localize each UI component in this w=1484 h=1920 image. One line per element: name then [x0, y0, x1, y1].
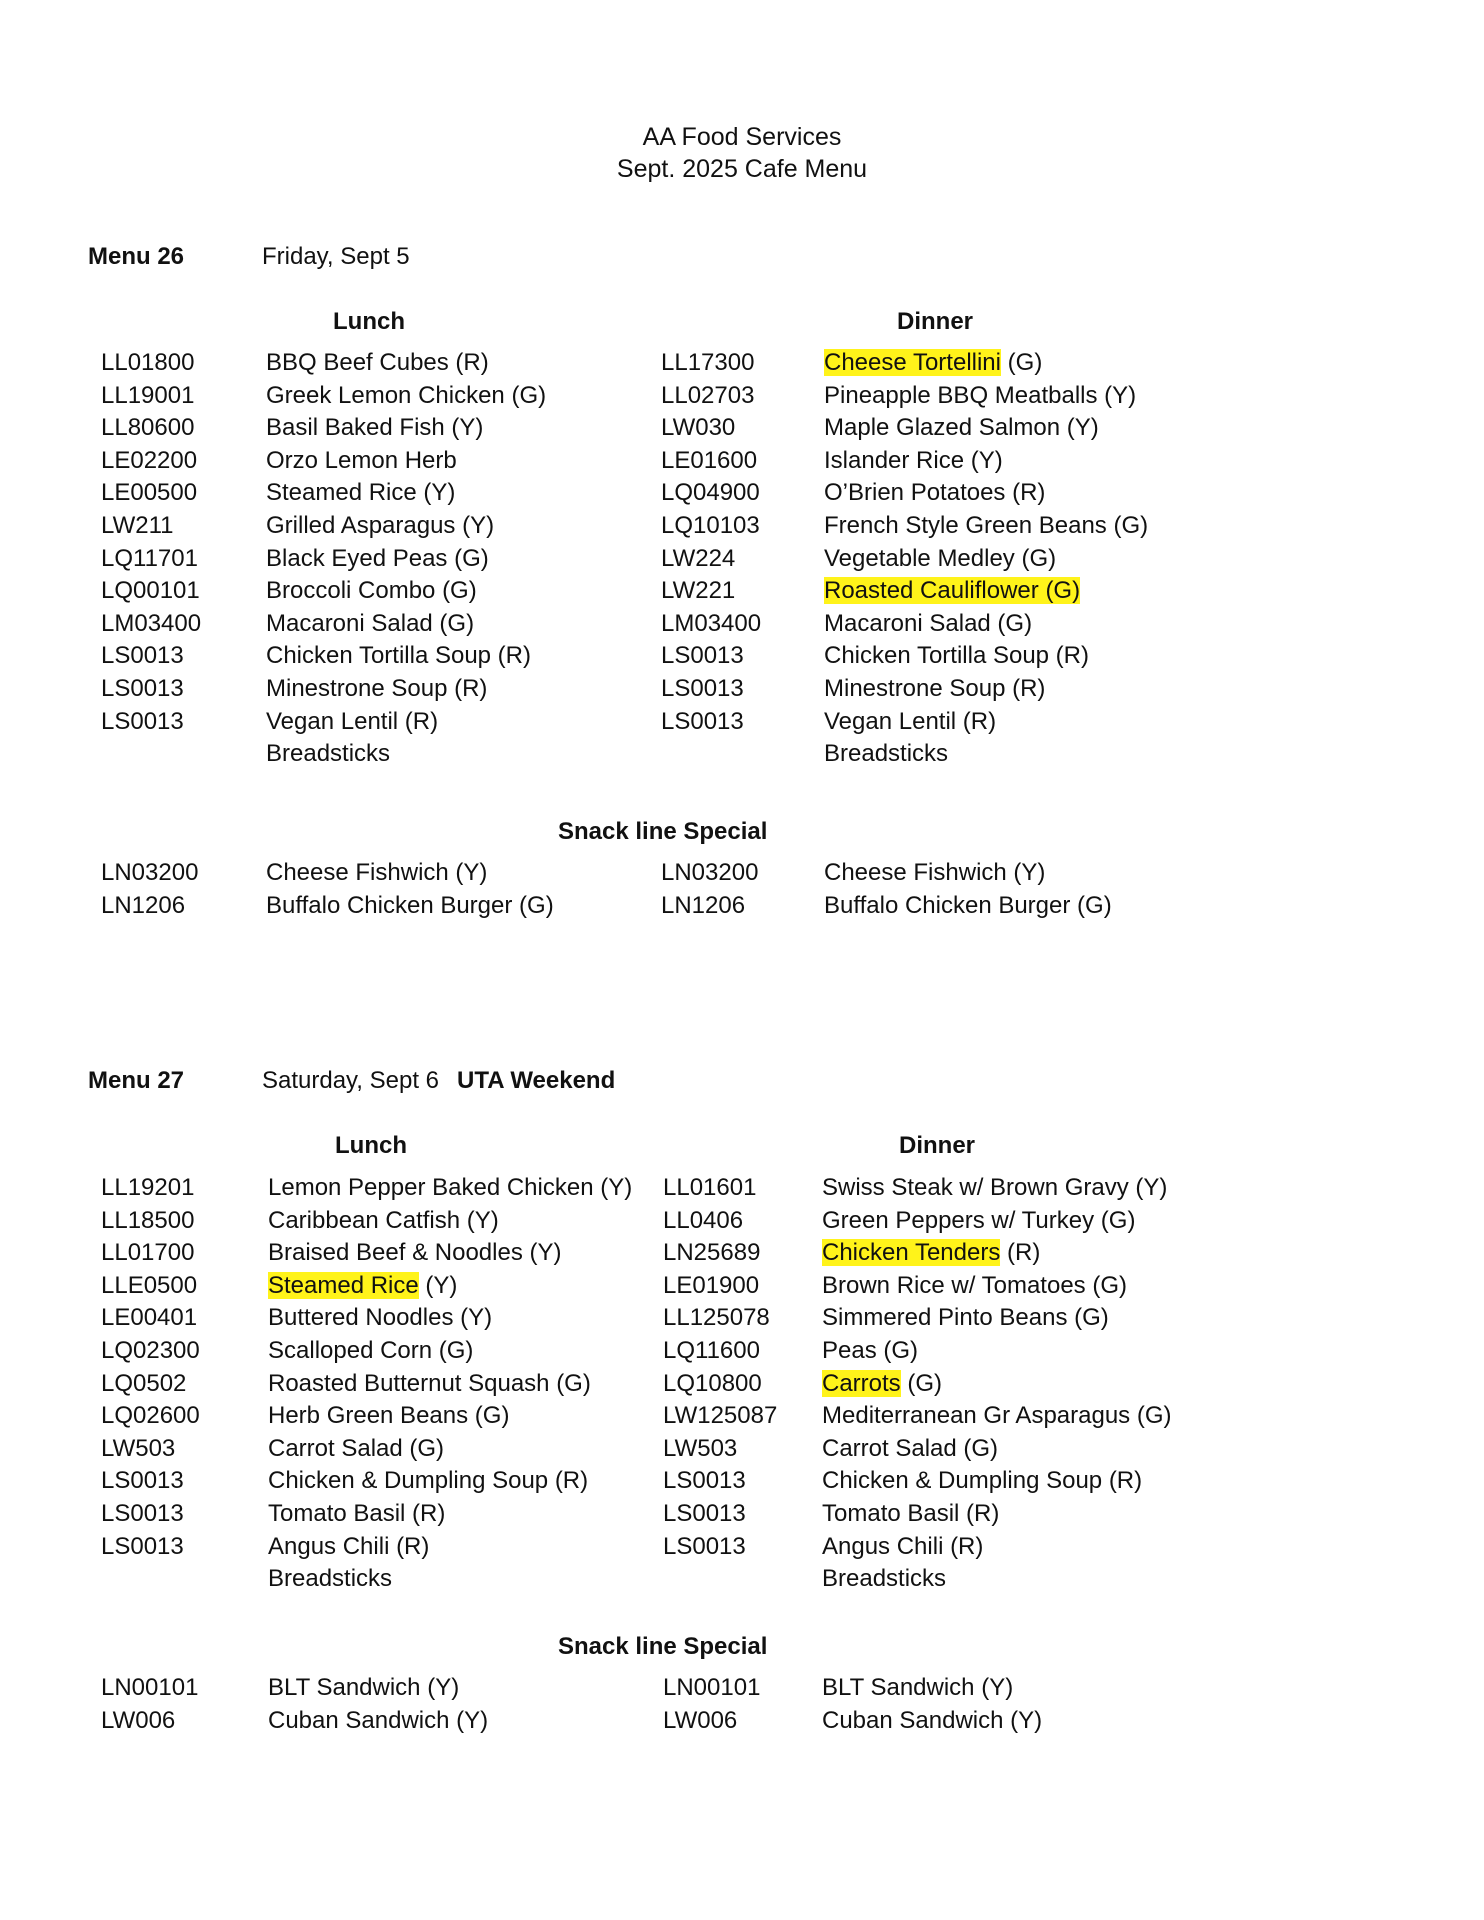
item-dish: [822, 1271, 1127, 1301]
item-dish: [268, 1466, 588, 1496]
dish-text: Tomato Basil (R): [268, 1500, 446, 1527]
item-code: LE02200: [101, 446, 198, 474]
menu-note: UTA Weekend: [457, 1067, 616, 1094]
item-code: LW503: [101, 1434, 176, 1462]
dish-text: Vegan Lentil (R): [824, 707, 997, 735]
item-dish: [822, 1336, 918, 1366]
item-dish: Vegan Lentil (R): [266, 707, 439, 735]
menu-label: Menu 27: [88, 1067, 185, 1094]
item-code: LQ0502: [101, 1369, 187, 1397]
item-code: LQ10103: [661, 512, 760, 539]
item-dish: [268, 1206, 499, 1236]
item-code: LN00101: [663, 1674, 761, 1701]
dish-text: Braised Beef & Noodles (Y): [268, 1239, 562, 1267]
item-dish: [824, 511, 1148, 541]
item-dish: [268, 1499, 445, 1529]
item-code: LW006: [663, 1706, 738, 1734]
item-code: LQ11600: [663, 1337, 760, 1364]
dish-text: Chicken & Dumpling Soup (R): [822, 1467, 1143, 1495]
item-dish: Cheese Fishwich (Y): [266, 859, 488, 886]
item-dish: Basil Baked Fish (Y): [266, 414, 484, 442]
item-dish: [824, 381, 1136, 411]
dish-text: Lemon Pepper Baked Chicken (Y): [268, 1174, 633, 1201]
item-dish: [822, 1206, 1135, 1236]
item-dish: [824, 641, 1089, 671]
dish-text: Breadsticks: [824, 740, 949, 768]
item-code: LL01800: [101, 349, 195, 376]
dish-text: Chicken Tortilla Soup (R): [824, 642, 1089, 670]
dish-text: Mediterranean Gr Asparagus (G): [822, 1402, 1172, 1430]
item-code: LN1206: [661, 891, 746, 919]
item-dish: [822, 1499, 999, 1529]
item-dish: [822, 1369, 942, 1399]
item-dish: [824, 576, 1080, 606]
item-code: LW221: [661, 577, 736, 605]
dish-text: Green Peppers w/ Turkey (G): [822, 1206, 1136, 1234]
snack-heading: Snack line Special: [558, 1633, 768, 1660]
dish-text: Macaroni Salad (G): [824, 609, 1033, 637]
item-dish: [824, 446, 1003, 476]
item-dish: [268, 1336, 473, 1366]
highlighted-dish: Roasted Cauliflower (G): [824, 577, 1081, 605]
org-name: AA Food Services: [642, 123, 842, 151]
item-code: LW006: [101, 1706, 176, 1734]
menu-subtitle: Sept. 2025 Cafe Menu: [616, 155, 868, 183]
menu-label: Menu 26: [88, 243, 185, 270]
item-code: LM03400: [661, 609, 762, 637]
item-dish: Orzo Lemon Herb: [266, 446, 457, 474]
item-dish: [268, 1173, 632, 1203]
highlighted-dish: Carrots: [822, 1369, 901, 1397]
item-dish: Black Eyed Peas (G): [266, 544, 489, 572]
item-code: LS0013: [101, 707, 184, 735]
dish-text: Peas (G): [822, 1337, 919, 1364]
item-code: LS0013: [661, 675, 744, 702]
dish-text: Breadsticks: [268, 1565, 393, 1593]
dish-text: Simmered Pinto Beans (G): [822, 1304, 1109, 1332]
dish-text: Swiss Steak w/ Brown Gravy (Y): [822, 1174, 1168, 1201]
item-code: LE00401: [101, 1304, 198, 1332]
item-dish: Macaroni Salad (G): [266, 609, 475, 637]
item-code: LS0013: [101, 675, 184, 702]
item-dish: [824, 707, 996, 737]
dinner-heading: Dinner: [897, 308, 974, 335]
snack-heading: Snack line Special: [558, 818, 768, 845]
item-code: LS0013: [661, 642, 744, 670]
item-code: LQ02300: [101, 1337, 200, 1364]
dish-text: (G): [900, 1369, 943, 1397]
lunch-heading: Lunch: [333, 308, 405, 335]
dish-text: Roasted Butternut Squash (G): [268, 1369, 591, 1397]
item-dish: [822, 1532, 983, 1562]
item-dish: [268, 1369, 591, 1399]
dish-text: Breadsticks: [822, 1565, 947, 1593]
item-dish: [822, 1466, 1142, 1496]
item-code: LW224: [661, 544, 736, 572]
dish-text: Minestrone Soup (R): [824, 675, 1046, 702]
item-code: LQ11701: [101, 544, 198, 572]
item-dish: Grilled Asparagus (Y): [266, 512, 495, 539]
item-code: LW030: [661, 414, 736, 442]
item-code: LL18500: [101, 1206, 195, 1234]
item-code: LW503: [663, 1434, 738, 1462]
item-dish: [822, 1564, 946, 1594]
item-dish: [824, 413, 1099, 443]
item-dish: [824, 478, 1045, 508]
item-code: LL125078: [663, 1304, 770, 1332]
item-dish: Broccoli Combo (G): [266, 577, 477, 605]
item-code: LL0406: [663, 1206, 744, 1234]
item-dish: BLT Sandwich (Y): [268, 1674, 460, 1701]
item-code: LS0013: [663, 1500, 746, 1527]
dish-text: Carrot Salad (G): [268, 1434, 445, 1462]
item-dish: [268, 1401, 509, 1431]
item-dish: [268, 1434, 444, 1464]
item-code: LN1206: [101, 891, 186, 919]
item-dish: [824, 674, 1045, 704]
dish-text: Herb Green Beans (G): [268, 1402, 510, 1430]
dish-text: Carrot Salad (G): [822, 1434, 999, 1462]
item-code: LQ04900: [661, 479, 760, 507]
item-code: LW211: [101, 512, 174, 539]
item-code: LE01600: [661, 446, 758, 474]
item-dish: [824, 739, 948, 769]
dish-text: Scalloped Corn (G): [268, 1337, 474, 1364]
item-dish: [822, 1173, 1167, 1203]
item-dish: [268, 1271, 457, 1301]
item-code: LS0013: [663, 1467, 746, 1495]
item-dish: BLT Sandwich (Y): [822, 1674, 1014, 1701]
dish-text: Brown Rice w/ Tomatoes (G): [822, 1271, 1127, 1299]
item-code: LS0013: [101, 642, 184, 670]
item-dish: Chicken Tortilla Soup (R): [266, 642, 531, 670]
highlighted-dish: Steamed Rice: [268, 1271, 419, 1299]
dish-text: O’Brien Potatoes (R): [824, 479, 1046, 507]
dish-text: Islander Rice (Y): [824, 446, 1003, 474]
item-code: LL80600: [101, 414, 195, 442]
item-dish: [824, 348, 1042, 378]
item-code: LS0013: [663, 1532, 746, 1560]
item-code: LS0013: [101, 1532, 184, 1560]
item-dish: Cuban Sandwich (Y): [268, 1706, 489, 1734]
item-code: LE01900: [663, 1271, 760, 1299]
item-code: LL01700: [101, 1239, 195, 1267]
item-dish: Cuban Sandwich (Y): [822, 1706, 1043, 1734]
dish-text: Pineapple BBQ Meatballs (Y): [824, 381, 1137, 409]
item-dish: Buffalo Chicken Burger (G): [824, 891, 1112, 919]
item-code: LLE0500: [101, 1271, 198, 1299]
item-code: LL19201: [101, 1174, 195, 1201]
dinner-heading: Dinner: [899, 1132, 976, 1159]
item-dish: Minestrone Soup (R): [266, 675, 488, 702]
dish-text: (G): [1001, 349, 1043, 376]
item-code: LN03200: [101, 859, 199, 886]
item-dish: BBQ Beef Cubes (R): [266, 349, 489, 376]
item-code: LE00500: [101, 479, 198, 507]
item-code: LL19001: [101, 381, 195, 409]
item-dish: [268, 1238, 561, 1268]
item-code: LQ00101: [101, 577, 200, 605]
lunch-heading: Lunch: [335, 1132, 407, 1159]
item-code: LL17300: [661, 349, 755, 376]
item-code: LM03400: [101, 609, 202, 637]
item-dish: [268, 1532, 429, 1562]
item-dish: [822, 1238, 1040, 1268]
dish-text: Chicken & Dumpling Soup (R): [268, 1467, 589, 1495]
item-dish: [822, 1434, 998, 1464]
dish-text: Tomato Basil (R): [822, 1500, 1000, 1527]
item-dish: [822, 1303, 1109, 1333]
item-code: LS0013: [101, 1467, 184, 1495]
item-dish: [824, 609, 1032, 639]
item-dish: Greek Lemon Chicken (G): [266, 381, 547, 409]
item-code: LN25689: [663, 1239, 761, 1267]
dish-text: (Y): [418, 1271, 458, 1299]
item-dish: Cheese Fishwich (Y): [824, 859, 1046, 886]
item-code: LN00101: [101, 1674, 199, 1701]
item-dish: [268, 1564, 392, 1594]
dish-text: Buttered Noodles (Y): [268, 1304, 493, 1332]
dish-text: Angus Chili (R): [822, 1532, 984, 1560]
item-dish: Steamed Rice (Y): [266, 479, 456, 507]
item-dish: [822, 1401, 1172, 1431]
highlighted-dish: Cheese Tortellini: [824, 349, 1001, 376]
highlighted-dish: Chicken Tenders: [822, 1239, 1001, 1267]
dish-text: (R): [1000, 1239, 1041, 1267]
item-dish: [268, 1303, 492, 1333]
item-code: LN03200: [661, 859, 759, 886]
item-code: LW125087: [663, 1402, 778, 1430]
dish-text: Vegetable Medley (G): [824, 544, 1057, 572]
item-code: LS0013: [101, 1500, 184, 1527]
dish-text: Caribbean Catfish (Y): [268, 1206, 499, 1234]
item-dish: Breadsticks: [266, 740, 391, 768]
item-dish: Buffalo Chicken Burger (G): [266, 891, 554, 919]
dish-text: Angus Chili (R): [268, 1532, 430, 1560]
menu-date: Saturday, Sept 6: [262, 1067, 439, 1094]
menu-date: Friday, Sept 5: [262, 243, 410, 270]
item-dish: [824, 544, 1056, 574]
item-code: LL02703: [661, 381, 755, 409]
item-code: LL01601: [663, 1174, 757, 1201]
item-code: LS0013: [661, 707, 744, 735]
dish-text: Maple Glazed Salmon (Y): [824, 414, 1099, 442]
item-code: LQ02600: [101, 1402, 200, 1430]
item-code: LQ10800: [663, 1369, 762, 1397]
dish-text: French Style Green Beans (G): [824, 512, 1149, 539]
